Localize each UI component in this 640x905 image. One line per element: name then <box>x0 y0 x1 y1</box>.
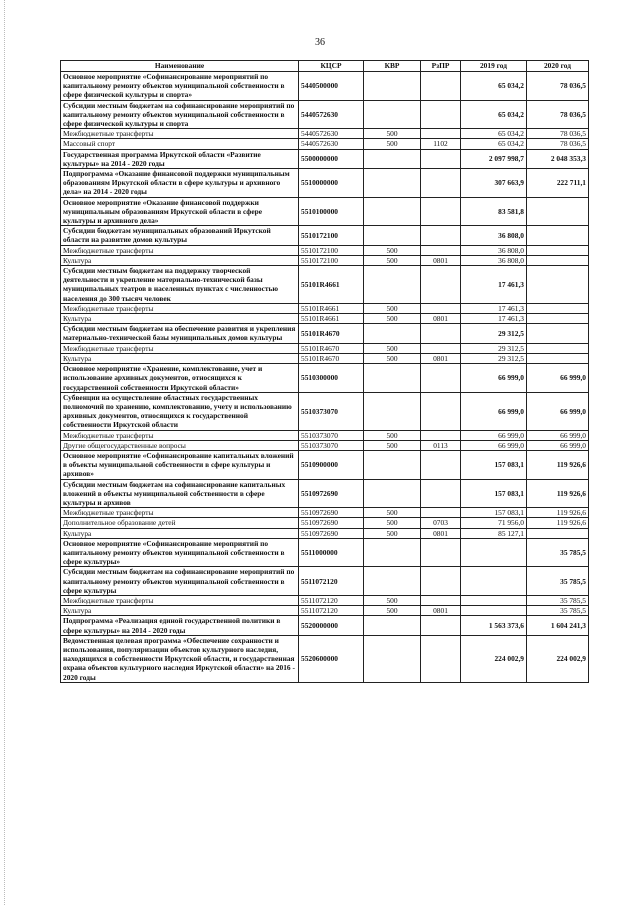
cell-rzpr <box>421 567 461 596</box>
cell-kvr: 500 <box>364 139 421 149</box>
cell-kcsr: 5440572630 <box>299 139 364 149</box>
cell-name: Культура <box>61 353 299 363</box>
cell-kcsr: 5440572630 <box>299 129 364 139</box>
cell-2019: 65 034,2 <box>461 72 527 101</box>
cell-kvr <box>364 100 421 129</box>
cell-name: Межбюджетные трансферты <box>61 303 299 313</box>
cell-kcsr: 5511072120 <box>299 567 364 596</box>
cell-2019: 83 581,8 <box>461 197 527 226</box>
cell-kcsr: 5440572630 <box>299 100 364 129</box>
cell-name: Субсидии местным бюджетам на софинансирование капитальных вложений в объекты муниципальной собственности в сфере культуры и архивов <box>61 479 299 508</box>
cell-name: Субсидии местным бюджетам на поддержку творческой деятельности и укрепление материально-технической базы муниципальных театров в населенных пунктах с численностью населения до 300 тысяч человек <box>61 266 299 304</box>
cell-kvr: 500 <box>364 255 421 265</box>
cell-2019: 17 461,3 <box>461 266 527 304</box>
cell-kvr <box>364 616 421 635</box>
cell-name: Субсидии местным бюджетам на софинансирование мероприятий по капитальному ремонту объектов муниципальной собственности в сфере физической культуры и спорта <box>61 100 299 129</box>
cell-rzpr: 0801 <box>421 528 461 538</box>
cell-name: Субвенции на осуществление областных государственных полномочий по хранению, комплектованию, учету и использованию архивных документов, относящихся к государственной собственности Иркутской области <box>61 392 299 430</box>
cell-2019: 224 002,9 <box>461 635 527 682</box>
cell-name: Другие общегосударственные вопросы <box>61 440 299 450</box>
cell-2019: 17 461,3 <box>461 303 527 313</box>
cell-2019: 29 312,5 <box>461 343 527 353</box>
cell-rzpr: 0113 <box>421 440 461 450</box>
cell-name: Межбюджетные трансферты <box>61 343 299 353</box>
cell-rzpr <box>421 129 461 139</box>
cell-2019: 17 461,3 <box>461 314 527 324</box>
cell-rzpr: 1102 <box>421 139 461 149</box>
cell-kcsr: 55101R4670 <box>299 343 364 353</box>
cell-rzpr <box>421 266 461 304</box>
cell-rzpr <box>421 197 461 226</box>
cell-2020: 119 926,6 <box>527 479 589 508</box>
cell-kcsr: 5500000000 <box>299 149 364 168</box>
table-row <box>61 606 589 616</box>
table-row <box>61 430 589 440</box>
cell-kcsr: 5510972690 <box>299 479 364 508</box>
cell-2020: 35 785,5 <box>527 595 589 605</box>
cell-kcsr: 5511072120 <box>299 606 364 616</box>
cell-2019 <box>461 538 527 567</box>
cell-2020: 119 926,6 <box>527 518 589 528</box>
cell-rzpr <box>421 324 461 343</box>
cell-2019: 36 808,0 <box>461 226 527 245</box>
cell-2020: 78 036,5 <box>527 139 589 149</box>
cell-rzpr <box>421 303 461 313</box>
cell-kvr <box>364 72 421 101</box>
cell-kvr: 500 <box>364 528 421 538</box>
cell-rzpr: 0801 <box>421 606 461 616</box>
table-row <box>61 364 589 393</box>
cell-rzpr <box>421 343 461 353</box>
table-row <box>61 314 589 324</box>
page-number: 36 <box>315 37 325 48</box>
cell-2020: 78 036,5 <box>527 100 589 129</box>
cell-2020: 78 036,5 <box>527 72 589 101</box>
cell-name: Дополнительное образование детей <box>61 518 299 528</box>
cell-2020 <box>527 324 589 343</box>
cell-2020 <box>527 303 589 313</box>
table-row <box>61 440 589 450</box>
cell-kvr <box>364 479 421 508</box>
cell-2020 <box>527 197 589 226</box>
cell-name: Межбюджетные трансферты <box>61 245 299 255</box>
cell-2019: 36 808,0 <box>461 245 527 255</box>
cell-kvr <box>364 364 421 393</box>
cell-name: Основное мероприятие «Хранение, комплектование, учет и использование архивных документов, относящихся к государственной собственности Иркутской области» <box>61 364 299 393</box>
cell-kvr <box>364 266 421 304</box>
cell-name: Подпрограмма «Оказание финансовой поддержки муниципальным образованиям Иркутской области в сфере культуры и архивного дела» на 2014 - 2020 годы <box>61 169 299 198</box>
cell-2019: 65 034,2 <box>461 129 527 139</box>
cell-2020: 119 926,6 <box>527 450 589 479</box>
cell-2020 <box>527 245 589 255</box>
cell-2020: 222 711,1 <box>527 169 589 198</box>
cell-2019: 66 999,0 <box>461 392 527 430</box>
table-header-row <box>61 61 589 72</box>
cell-2020 <box>527 226 589 245</box>
cell-kcsr: 5510900000 <box>299 450 364 479</box>
table-row <box>61 149 589 168</box>
cell-2019: 307 663,9 <box>461 169 527 198</box>
cell-2019 <box>461 606 527 616</box>
cell-2019: 65 034,2 <box>461 139 527 149</box>
cell-kvr <box>364 149 421 168</box>
table-row <box>61 72 589 101</box>
cell-kcsr: 5510100000 <box>299 197 364 226</box>
table-row <box>61 518 589 528</box>
cell-2019: 29 312,5 <box>461 353 527 363</box>
cell-kvr: 500 <box>364 606 421 616</box>
table-row <box>61 567 589 596</box>
cell-kvr: 500 <box>364 508 421 518</box>
cell-kvr <box>364 567 421 596</box>
cell-2020 <box>527 343 589 353</box>
cell-kvr: 500 <box>364 245 421 255</box>
cell-2020: 35 785,5 <box>527 538 589 567</box>
cell-2019: 66 999,0 <box>461 430 527 440</box>
cell-rzpr <box>421 508 461 518</box>
cell-2019 <box>461 595 527 605</box>
cell-2020: 224 002,9 <box>527 635 589 682</box>
cell-name: Межбюджетные трансферты <box>61 508 299 518</box>
cell-kcsr: 5510172100 <box>299 245 364 255</box>
cell-rzpr <box>421 538 461 567</box>
cell-name: Межбюджетные трансферты <box>61 595 299 605</box>
table-row <box>61 255 589 265</box>
cell-rzpr <box>421 72 461 101</box>
cell-kcsr: 55101R4661 <box>299 303 364 313</box>
cell-kcsr: 5510373070 <box>299 392 364 430</box>
binding-edge-mark <box>4 0 8 905</box>
cell-kcsr: 5511000000 <box>299 538 364 567</box>
cell-2019: 29 312,5 <box>461 324 527 343</box>
cell-name: Основное мероприятие «Софинансирование мероприятий по капитальному ремонту объектов муниципальной собственности в сфере культуры» <box>61 538 299 567</box>
cell-2020 <box>527 266 589 304</box>
cell-name: Культура <box>61 314 299 324</box>
cell-kvr <box>364 635 421 682</box>
cell-2019: 65 034,2 <box>461 100 527 129</box>
table-row <box>61 324 589 343</box>
cell-kcsr: 5511072120 <box>299 595 364 605</box>
cell-rzpr <box>421 245 461 255</box>
cell-rzpr <box>421 364 461 393</box>
cell-kcsr: 5440500000 <box>299 72 364 101</box>
table-row <box>61 538 589 567</box>
cell-name: Субсидии бюджетам муниципальных образований Иркутской области на развитие домов культуры <box>61 226 299 245</box>
cell-kvr: 500 <box>364 595 421 605</box>
col-header-2020: 2020 год <box>527 61 589 72</box>
cell-kcsr: 5510972690 <box>299 518 364 528</box>
table-row <box>61 595 589 605</box>
table-body <box>61 72 589 683</box>
cell-name: Подпрограмма «Реализация единой государственной политики в сфере культуры» на 2014 - 2020 годы <box>61 616 299 635</box>
cell-kcsr: 5510972690 <box>299 528 364 538</box>
col-header-kcsr: КЦСР <box>299 61 364 72</box>
cell-name: Массовый спорт <box>61 139 299 149</box>
cell-rzpr: 0801 <box>421 255 461 265</box>
cell-kvr: 500 <box>364 343 421 353</box>
cell-2019: 157 083,1 <box>461 450 527 479</box>
cell-2020: 66 999,0 <box>527 392 589 430</box>
cell-rzpr: 0801 <box>421 314 461 324</box>
cell-name: Государственная программа Иркутской области «Развитие культуры» на 2014 - 2020 годы <box>61 149 299 168</box>
cell-2019: 85 127,1 <box>461 528 527 538</box>
cell-kcsr: 55101R4661 <box>299 266 364 304</box>
cell-kcsr: 5510172100 <box>299 255 364 265</box>
cell-2019: 157 083,1 <box>461 508 527 518</box>
cell-name: Основное мероприятие «Оказание финансовой поддержки муниципальным образованиям Иркутской области в сфере культуры и архивного дела» <box>61 197 299 226</box>
table-row <box>61 245 589 255</box>
table-row <box>61 139 589 149</box>
cell-2020 <box>527 255 589 265</box>
col-header-rzpr: РзПР <box>421 61 461 72</box>
cell-2019: 71 956,0 <box>461 518 527 528</box>
cell-name: Субсидии местным бюджетам на обеспечение развития и укрепления материально-технической базы муниципальных домов культуры <box>61 324 299 343</box>
cell-2020: 35 785,5 <box>527 567 589 596</box>
cell-kcsr: 5510373070 <box>299 440 364 450</box>
cell-2020 <box>527 528 589 538</box>
cell-2020: 35 785,5 <box>527 606 589 616</box>
cell-2020: 78 036,5 <box>527 129 589 139</box>
cell-2020: 66 999,0 <box>527 440 589 450</box>
cell-kcsr: 55101R4661 <box>299 314 364 324</box>
cell-2020: 1 604 241,3 <box>527 616 589 635</box>
table-row <box>61 392 589 430</box>
cell-2019 <box>461 567 527 596</box>
cell-rzpr <box>421 635 461 682</box>
budget-table <box>60 60 589 683</box>
cell-2020 <box>527 353 589 363</box>
cell-rzpr <box>421 100 461 129</box>
cell-rzpr <box>421 595 461 605</box>
cell-kvr: 500 <box>364 353 421 363</box>
cell-kvr <box>364 450 421 479</box>
cell-kcsr: 5520600000 <box>299 635 364 682</box>
col-header-name: Наименование <box>61 61 299 72</box>
cell-kvr <box>364 324 421 343</box>
cell-name: Основное мероприятие «Софинансирование мероприятий по капитальному ремонту объектов муниципальной собственности в сфере физической культуры и спорта» <box>61 72 299 101</box>
cell-rzpr <box>421 430 461 440</box>
table-row <box>61 129 589 139</box>
cell-2020 <box>527 314 589 324</box>
col-header-2019: 2019 год <box>461 61 527 72</box>
cell-kvr: 500 <box>364 518 421 528</box>
cell-kvr <box>364 538 421 567</box>
cell-rzpr <box>421 616 461 635</box>
cell-2019: 36 808,0 <box>461 255 527 265</box>
cell-2020: 66 999,0 <box>527 364 589 393</box>
cell-name: Межбюджетные трансферты <box>61 430 299 440</box>
cell-kvr <box>364 226 421 245</box>
cell-name: Культура <box>61 255 299 265</box>
cell-name: Межбюджетные трансферты <box>61 129 299 139</box>
table-row <box>61 450 589 479</box>
table-row <box>61 197 589 226</box>
table-row <box>61 353 589 363</box>
cell-name: Основное мероприятие «Софинансирование капитальных вложений в объекты муниципальной собственности в сфере культуры и архивов» <box>61 450 299 479</box>
cell-kvr <box>364 197 421 226</box>
cell-kcsr: 5510373070 <box>299 430 364 440</box>
cell-name: Субсидии местным бюджетам на софинансирование мероприятий по капитальному ремонту объектов муниципальной собственности в сфере культуры <box>61 567 299 596</box>
cell-rzpr: 0801 <box>421 353 461 363</box>
table-row <box>61 635 589 682</box>
cell-kvr: 500 <box>364 129 421 139</box>
cell-rzpr <box>421 450 461 479</box>
cell-rzpr: 0703 <box>421 518 461 528</box>
cell-2019: 66 999,0 <box>461 440 527 450</box>
cell-kvr <box>364 392 421 430</box>
cell-2020: 119 926,6 <box>527 508 589 518</box>
col-header-kvr: КВР <box>364 61 421 72</box>
cell-name: Ведомственная целевая программа «Обеспечение сохранности и использования, популяризации объектов культурного наследия, находящихся в собственности Иркутской области, и государственная охрана объектов культурного наследия Иркутской области» на 2016 - 2020 годы <box>61 635 299 682</box>
table-row <box>61 479 589 508</box>
cell-rzpr <box>421 149 461 168</box>
cell-kvr <box>364 169 421 198</box>
cell-kcsr: 55101R4670 <box>299 324 364 343</box>
table-row <box>61 266 589 304</box>
cell-2019: 66 999,0 <box>461 364 527 393</box>
table-row <box>61 100 589 129</box>
cell-2020: 66 999,0 <box>527 430 589 440</box>
cell-kcsr: 5510300000 <box>299 364 364 393</box>
cell-kcsr: 5520000000 <box>299 616 364 635</box>
table-row <box>61 343 589 353</box>
table-row <box>61 616 589 635</box>
cell-name: Культура <box>61 606 299 616</box>
table-row <box>61 226 589 245</box>
cell-kcsr: 5510972690 <box>299 508 364 518</box>
cell-2019: 1 563 373,6 <box>461 616 527 635</box>
table-row <box>61 508 589 518</box>
cell-rzpr <box>421 226 461 245</box>
table-row <box>61 169 589 198</box>
cell-kvr: 500 <box>364 440 421 450</box>
cell-name: Культура <box>61 528 299 538</box>
table-row <box>61 528 589 538</box>
cell-kcsr: 5510172100 <box>299 226 364 245</box>
cell-kcsr: 55101R4670 <box>299 353 364 363</box>
cell-rzpr <box>421 169 461 198</box>
cell-kvr: 500 <box>364 430 421 440</box>
cell-2019: 2 097 998,7 <box>461 149 527 168</box>
cell-kcsr: 5510000000 <box>299 169 364 198</box>
cell-rzpr <box>421 479 461 508</box>
cell-kvr: 500 <box>364 314 421 324</box>
cell-2020: 2 048 353,3 <box>527 149 589 168</box>
cell-kvr: 500 <box>364 303 421 313</box>
table-row <box>61 303 589 313</box>
cell-2019: 157 083,1 <box>461 479 527 508</box>
cell-rzpr <box>421 392 461 430</box>
